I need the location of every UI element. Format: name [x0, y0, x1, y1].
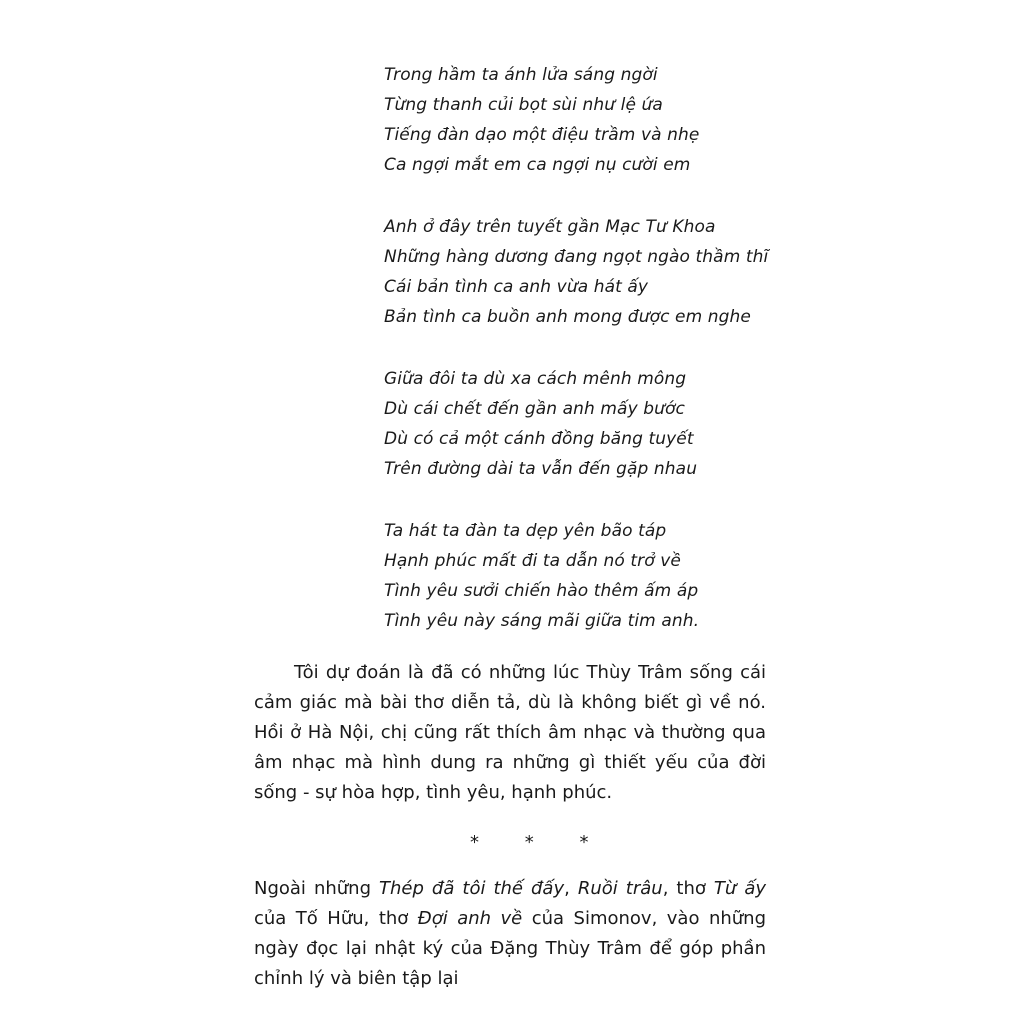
- poem-line: Ta hát ta đàn ta dẹp yên bão táp: [384, 521, 667, 541]
- text-run: ,: [564, 878, 578, 899]
- poem-stanza-2: [384, 212, 768, 332]
- text-run: của Simonov, vào những ngày đọc lại nhật ký của Đặng Thùy Trâm để góp phần chỉnh lý và biên tập lại: [254, 908, 767, 989]
- poem-line: Cái bản tình ca anh vừa hát ấy: [384, 277, 649, 297]
- poem-line: Trên đường dài ta vẫn đến gặp nhau: [384, 459, 698, 479]
- poem-line: Tình yêu sưởi chiến hào thêm ấm áp: [384, 581, 699, 601]
- poem-title-1: Từ ấy: [713, 878, 767, 899]
- poem-line: Từng thanh củi bọt sùi như lệ ứa: [384, 95, 663, 115]
- poem: [384, 60, 768, 668]
- poem-line: Tình yêu này sáng mãi giữa tim anh.: [384, 611, 700, 631]
- poem-title-2: Đợi anh về: [417, 908, 523, 929]
- text-run: Ngoài những: [254, 878, 380, 899]
- poem-line: Giữa đôi ta dù xa cách mênh mông: [384, 369, 687, 389]
- poem-line: Dù có cả một cánh đồng băng tuyết: [384, 429, 694, 449]
- text-run: của Tố Hữu, thơ: [254, 908, 418, 929]
- poem-line: Bản tình ca buồn anh mong được em nghe: [384, 307, 751, 327]
- book-title-1: Thép đã tôi thế đấy: [379, 878, 565, 899]
- poem-stanza-4: [384, 516, 768, 636]
- poem-stanza-1: [384, 60, 768, 180]
- poem-line: Dù cái chết đến gần anh mấy bước: [384, 399, 685, 419]
- poem-line: Trong hầm ta ánh lửa sáng ngời: [384, 65, 658, 85]
- poem-line: Ca ngợi mắt em ca ngợi nụ cười em: [384, 155, 691, 175]
- section-separator: * * *: [470, 832, 609, 853]
- text-run: , thơ: [662, 878, 714, 899]
- poem-line: Tiếng đàn dạo một điệu trầm và nhẹ: [384, 125, 700, 145]
- poem-line: Anh ở đây trên tuyết gần Mạc Tư Khoa: [384, 217, 716, 237]
- book-title-2: Ruồi trâu: [577, 878, 663, 899]
- poem-line: Hạnh phúc mất đi ta dẫn nó trở về: [384, 551, 681, 571]
- body-paragraph-2: [254, 874, 766, 994]
- poem-line: Những hàng dương đang ngọt ngào thầm thĩ: [384, 247, 769, 267]
- body-paragraph-1: Tôi dự đoán là đã có những lúc Thùy Trâm sống cái cảm giác mà bài thơ diễn tả, dù là không biết gì về nó. Hồi ở Hà Nội, chị cũng rất thích âm nhạc và thường qua âm nhạc mà hình dung ra những gì thiết yếu của đời sống - sự hòa hợp, tình yêu, hạnh phúc.: [254, 662, 766, 803]
- poem-stanza-3: [384, 364, 768, 484]
